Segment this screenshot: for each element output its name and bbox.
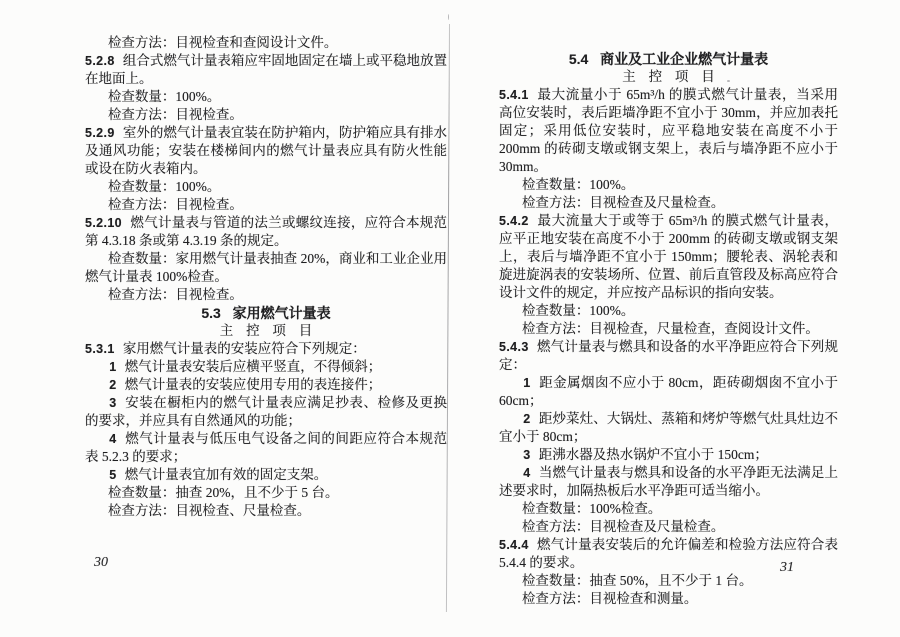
item-number: 5 [109, 468, 117, 482]
item-number: 2 [523, 412, 531, 426]
right-page [499, 50, 838, 608]
clause-text: 燃气计量表与燃具和设备的水平净距应符合下列规定： [499, 339, 838, 372]
section-heading-5-4 [499, 50, 838, 68]
list-item-2 [85, 376, 447, 394]
item-text: 燃气计量表的安装应使用专用的表连接件； [124, 377, 382, 392]
check-quantity-line: 检查数量：100%。 [521, 303, 635, 318]
list-item-4 [499, 464, 838, 500]
check-quantity-line: 检查数量：家用燃气计量表抽查 20%，商业和工业企业用燃气计量表 100%检查。 [85, 251, 447, 284]
item-number: 1 [109, 360, 117, 374]
clause-number: 5.4.1 [499, 88, 529, 102]
item-number: 4 [109, 432, 117, 446]
check-quantity-line: 检查数量：抽查 50%，且不少于 1 台。 [521, 573, 753, 588]
clause-5-4-3 [499, 338, 838, 374]
clause-text: 组合式燃气计量表箱应牢固地固定在墙上或平稳地放置在地面上。 [85, 53, 447, 86]
check-method-line: 检查方法：目视检查。 [107, 197, 243, 212]
clause-text: 室外的燃气计量表宜装在防护箱内，防护箱应具有排水及通风功能；安装在楼梯间内的燃气计量表应具有防火性能或设在防火表箱内。 [85, 125, 447, 176]
section-heading-5-3 [85, 304, 447, 322]
section-number: 5.4 [568, 51, 589, 67]
item-text: 安装在橱柜内的燃气计量表应满足抄表、检修及更换的要求，并应具有自然通风的功能； [85, 395, 447, 428]
item-number: 1 [523, 376, 531, 390]
list-item-4 [85, 430, 447, 466]
clause-number: 5.2.9 [85, 126, 115, 140]
section-number: 5.3 [201, 305, 221, 321]
list-item-5 [85, 466, 447, 484]
clause-5-3-1 [85, 340, 447, 358]
clause-number: 5.3.1 [85, 342, 115, 356]
clause-number: 5.4.4 [499, 538, 529, 552]
item-text: 距金属烟囱不应小于 80cm，距砖砌烟囱不宜小于 60cm； [499, 375, 838, 408]
clause-number: 5.2.8 [85, 54, 115, 68]
check-method-line: 检查方法：目视检查及尺量检查。 [521, 195, 725, 210]
clause-5-2-8 [85, 52, 447, 88]
clause-text: 燃气计量表与管道的法兰或螺纹连接，应符合本规范第 4.3.18 条或第 4.3.19 条的规定。 [85, 215, 447, 248]
check-quantity-line: 检查数量：抽查 20%，且不少于 5 台。 [107, 485, 339, 500]
check-method-line: 检查方法：目视检查和测量。 [521, 591, 698, 606]
list-item-2 [499, 410, 838, 446]
page-number-left: 30 [94, 555, 108, 570]
subheading-master-control-items: 主控项目 [622, 69, 728, 84]
clause-5-4-1 [499, 86, 838, 176]
check-quantity-line: 检查数量：100%。 [521, 177, 635, 192]
item-text: 燃气计量表安装后应横平竖直，不得倾斜； [124, 359, 382, 374]
clause-number: 5.2.10 [85, 216, 123, 230]
list-item-1 [85, 358, 447, 376]
item-number: 2 [109, 378, 117, 392]
clause-5-4-2 [499, 212, 838, 302]
clause-text: 燃气计量表安装后的允许偏差和检验方法应符合表 5.4.4 的要求。 [499, 537, 838, 570]
check-method-line: 检查方法：目视检查。 [107, 287, 243, 302]
clause-number: 5.4.2 [499, 214, 529, 228]
check-quantity-line: 检查数量：100%。 [107, 89, 221, 104]
clause-number: 5.4.3 [499, 340, 529, 354]
clause-5-2-9 [85, 124, 447, 178]
item-number: 3 [523, 448, 531, 462]
subheading-master-control-items: 主控项目 [219, 323, 326, 338]
clause-text: 最大流量小于 65m³/h 的膜式燃气计量表，当采用高位安装时，表后距墙净距不宜小于 30mm，并应加表托固定；采用低位安装时，应平稳地安装在高度不小于 200mm 的砖砌支墩或钢支架上，表后与墙净距不应小于 30mm。 [499, 87, 838, 174]
page-number-right: 31 [780, 560, 794, 575]
clause-5-2-10 [85, 214, 447, 250]
check-quantity-line: 检查数量：100%检查。 [521, 501, 662, 516]
check-method-line: 检查方法：目视检查、尺量检查。 [107, 503, 311, 518]
item-text: 当燃气计量表与燃具和设备的水平净距无法满足上述要求时，加隔热板后水平净距可适当缩小。 [499, 465, 838, 498]
section-title: 商业及工业企业燃气计量表 [600, 51, 769, 67]
list-item-1 [499, 374, 838, 410]
item-text: 距沸水器及热水锅炉不宜小于 150cm； [538, 447, 768, 462]
scan-speck [448, 14, 449, 20]
clause-text: 最大流量大于或等于 65m³/h 的膜式燃气计量表，应平正地安装在高度不小于 200mm 的砖砌支墩或钢支架上，表后与墙净距不宜小于 150mm；腰轮表、涡轮表和旋进旋涡表的安装场所、位置、前后直管段及标高应符合设计文件的规定，并应按产品标识的指向安装。 [499, 213, 838, 300]
check-method-line: 检查方法：目视检查。 [107, 107, 243, 122]
check-method-line: 检查方法：目视检查，尺量检查，查阅设计文件。 [521, 321, 819, 336]
item-text: 燃气计量表与低压电气设备之间的间距应符合本规范表 5.2.3 的要求； [85, 431, 447, 464]
section-title: 家用燃气计量表 [232, 305, 331, 321]
clause-text: 家用燃气计量表的安装应符合下列规定： [122, 341, 366, 356]
item-text: 距炒菜灶、大锅灶、蒸箱和烤炉等燃气灶具灶边不宜小于 80cm； [499, 411, 838, 444]
list-item-3 [85, 394, 447, 430]
item-text: 燃气计量表宜加有效的固定支架。 [124, 467, 328, 482]
item-number: 4 [523, 466, 531, 480]
check-method-line: 检查方法：目视检查和查阅设计文件。 [107, 35, 338, 50]
item-number: 3 [109, 396, 117, 410]
left-page [85, 34, 447, 520]
check-method-line: 检查方法：目视检查及尺量检查。 [521, 519, 725, 534]
list-item-3 [499, 446, 838, 464]
check-quantity-line: 检查数量：100%。 [107, 179, 221, 194]
